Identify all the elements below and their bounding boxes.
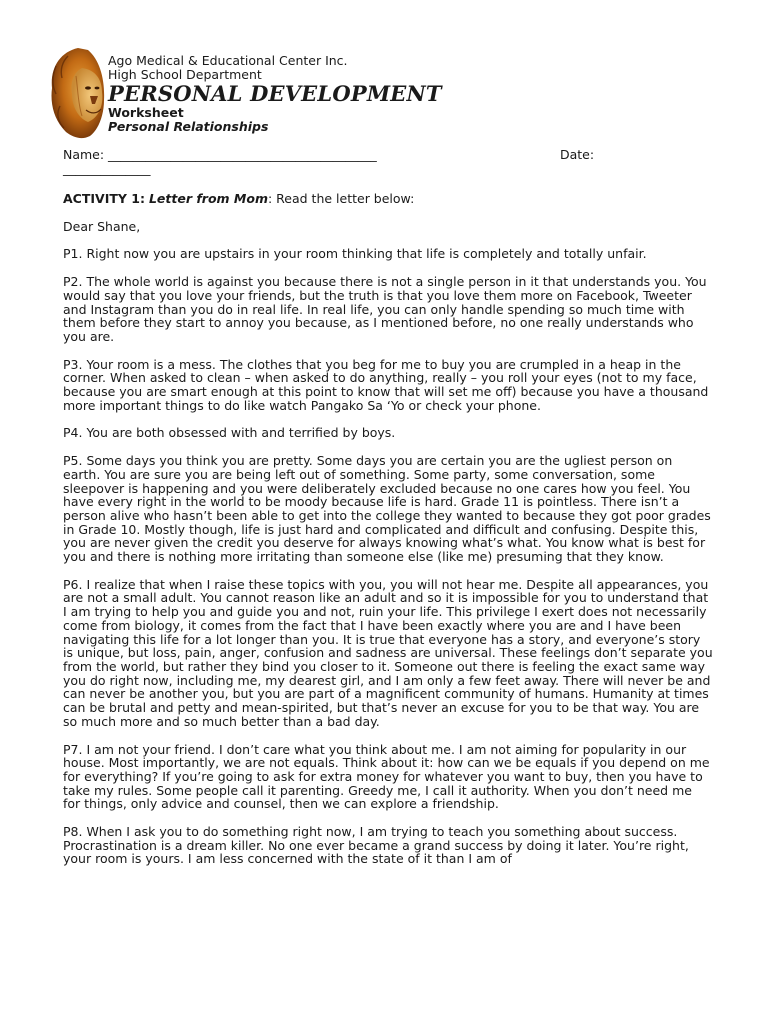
letter-paragraph-8: P8. When I ask you to do something right now, I am trying to teach you something about success. Procrastination is a dream killer. No one ever became a grand success by doing it later. You’re right, your room is yours. I am less concerned with the state of it than I am of	[63, 824, 689, 867]
letter-paragraph-3: P3. Your room is a mess. The clothes that you beg for me to buy you are crumpled in a heap in the corner. When asked to clean – when asked to do anything, really – you roll your eyes (not to my face, because you are smart enough at this point to know that will set me off) because you have a thousand more important things to do like watch Pangako Sa ‘Yo or check your phone.	[63, 356, 709, 413]
letter-greeting: Dear Shane,	[63, 218, 141, 234]
topic-title: Personal Relationships	[108, 119, 269, 134]
school-name: Ago Medical & Educational Center Inc.	[108, 53, 348, 68]
letter-paragraph-4: P4. You are both obsessed with and terrified by boys.	[63, 425, 396, 441]
worksheet-header	[48, 44, 708, 140]
letter-paragraph-1: P1. Right now you are upstairs in your room thinking that life is completely and totally unfair.	[63, 246, 647, 262]
date-label: Date:	[560, 147, 595, 162]
letter-paragraph-2: P2. The whole world is against you because there is not a single person in it that understands you. You would say that you love your friends, but the truth is that you love them more on Facebook, Tweeter and Instagram than you do in real life. In real life, you can only handle spending so much time with them before they start to annoy you because, as I mentioned before, no one really understands who you are.	[63, 274, 707, 344]
department-name: High School Department	[108, 67, 262, 82]
activity-label: ACTIVITY 1:	[63, 191, 145, 206]
activity-title: Letter from Mom	[148, 191, 268, 206]
lion-head-icon	[48, 46, 106, 140]
activity-instruction: : Read the letter below:	[267, 191, 415, 206]
subject-title: PERSONAL DEVELOPMENT	[108, 81, 442, 106]
document-type: Worksheet	[108, 105, 184, 120]
student-fields	[63, 148, 713, 178]
worksheet-body	[63, 148, 713, 880]
letter-paragraph-7: P7. I am not your friend. I don’t care what you think about me. I am not aiming for popularity in our house. Most importantly, we are not equals. Think about it: how can we be equals if you depend on me for everything? If you’re going to ask for extra money for whatever you want to buy, then you have to take my rules. Some people call it parenting. Greedy me, I call it authority. When you don’t need me for things, only advice and counsel, then we can explore a friendship.	[63, 741, 710, 812]
letter-paragraph-5: P5. Some days you think you are pretty. Some days you are certain you are the ugliest person on earth. You are sure you are being left out of something. Some party, some conversation, some sleepover is happening and you were deliberately excluded because no one cares how you feel. You have every right in the world to be moody because life is hard. Grade 11 is pointless. There isn’t a person alive who hasn’t been able to get into the college they wanted to because they got poor grades in Grade 10. Mostly though, life is just hard and complicated and difficult and confusing. Despite this, you are never given the credit you deserve for always knowing what’s what. You know what is best for you and there is nothing more irritating than someone else (like me) presuming that they know.	[63, 453, 711, 565]
date-field[interactable]: ______________	[63, 161, 151, 176]
letter-paragraph-6: P6. I realize that when I raise these topics with you, you will not hear me. Despite all appearances, you are not a small adult. You cannot reason like an adult and so it is impossible for you to understand that I am trying to help you and guide you and not, ruin your life. This privilege I exert does not necessarily come from biology, it comes from the fact that I have been exactly where you are and I have been navigating this life for a lot longer than you. It is true that everyone has a story, and everyone’s story is unique, but loss, pain, anger, confusion and sadness are universal. These feelings don’t separate you from the world, but rather they bind you closer to it. Someone out there is feeling the exact same way you do right now, including me, my dearest girl, and I am only a few feet away. There will never be and can never be another you, but you are part of a magnificent community of humans. Humanity at times can be brutal and petty and mean-spirited, but that’s never an excuse for you to be that way. You are so much more and so much better than a bad day.	[63, 576, 713, 729]
name-field[interactable]: Name: ___________________________________________	[63, 147, 377, 162]
header-text-block	[108, 54, 668, 134]
activity-heading	[63, 192, 713, 206]
